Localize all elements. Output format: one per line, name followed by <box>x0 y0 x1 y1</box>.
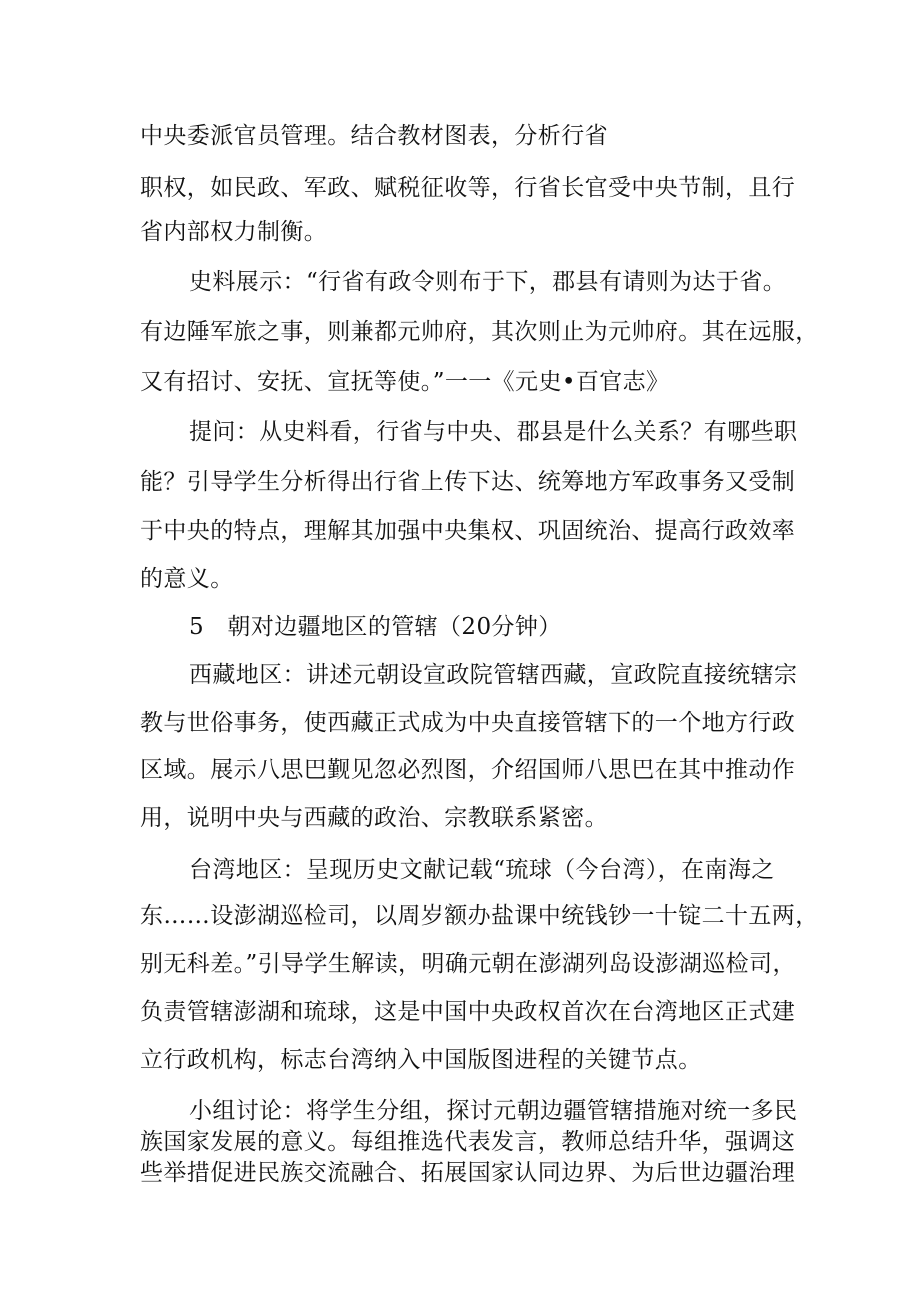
text-line: 立行政机构，标志台湾纳入中国版图进程的关键节点。 <box>140 1047 702 1073</box>
text-line: 又有招讨、安抚、宣抚等使。”一一《元史•百官志》 <box>140 369 670 395</box>
text-line: 族国家发展的意义。每组推选代表发言，教师总结升华，强调这 <box>140 1129 796 1155</box>
text-line: 职权，如民政、军政、赋税征收等，行省长官受中央节制，且行 <box>140 175 796 201</box>
paragraph-start-line: 史料展示：“行省有政令则布于下，郡县有请则为达于省。 <box>189 269 787 295</box>
paragraph-start-line: 提问：从史料看，行省与中央、郡县是什么关系？有哪些职 <box>189 419 798 445</box>
text-line: 东……设澎湖巡检司，以周岁额办盐课中统钱钞一十锭二十五两， <box>140 903 819 929</box>
text-line: 些举措促进民族交流融合、拓展国家认同边界、为后世边疆治理 <box>140 1160 796 1186</box>
text-line: 区域。展示八思巴觐见忽必烈图，介绍国师八思巴在其中推动作 <box>140 757 796 783</box>
text-line: 能？引导学生分析得出行省上传下达、统筹地方军政事务又受制 <box>140 469 796 495</box>
text-line: 于中央的特点，理解其加强中央集权、巩固统治、提高行政效率 <box>140 518 796 544</box>
text-line: 的意义。 <box>140 566 234 592</box>
text-line: 教与世俗事务，使西藏正式成为中央直接管辖下的一个地方行政 <box>140 710 796 736</box>
text-line: 负责管辖澎湖和琉球，这是中国中央政权首次在台湾地区正式建 <box>140 999 796 1025</box>
section-heading: 5 朝对边疆地区的管辖（20分钟） <box>189 614 562 640</box>
paragraph-start-line: 台湾地区：呈现历史文献记载“琉球（今台湾），在南海之 <box>189 857 775 883</box>
text-line: 中央委派官员管理。结合教材图表，分析行省 <box>140 123 608 149</box>
paragraph-start-line: 小组讨论：将学生分组，探讨元朝边疆管辖措施对统一多民 <box>189 1098 798 1124</box>
paragraph-start-line: 西藏地区：讲述元朝设宣政院管辖西藏，宣政院直接统辖宗 <box>189 662 798 688</box>
text-line: 别无科差。”引导学生解读，明确元朝在澎湖列岛设澎湖巡检司， <box>140 951 796 977</box>
text-line: 省内部权力制衡。 <box>140 219 328 245</box>
text-line: 有边陲军旅之事，则兼都元帅府，其次则止为元帅府。其在远服， <box>140 319 819 345</box>
text-line: 用，说明中央与西藏的政治、宗教联系紧密。 <box>140 805 608 831</box>
